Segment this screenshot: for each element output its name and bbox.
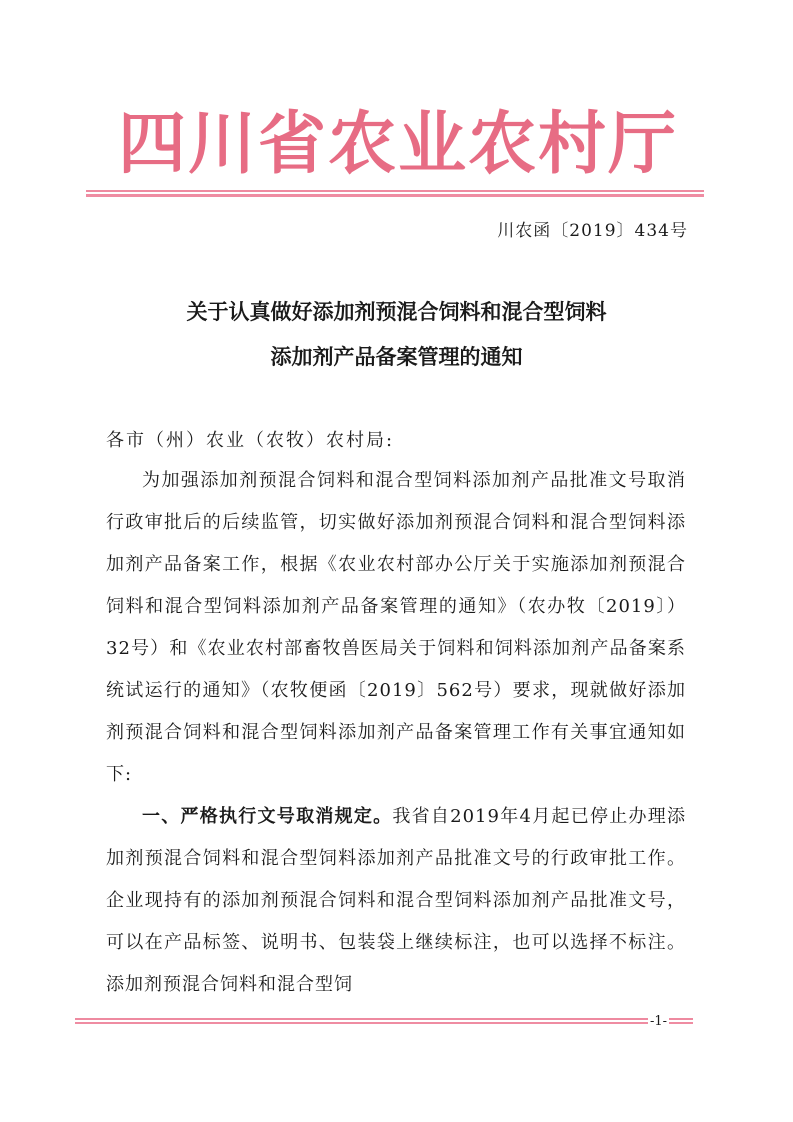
body-paragraph-1 xyxy=(106,460,686,796)
document-body xyxy=(106,460,686,1006)
paragraph-1-text: 为加强添加剂预混合饲料和混合型饲料添加剂产品批准文号取消行政审批后的后续监管，切实做好添加剂预混合饲料和混合型饲料添加剂产品备案工作，根据《农业农村部办公厅关于实施添加剂预混合饲料和混合型饲料添加剂产品备案管理的通知》（农办牧〔2019〕）32号）和《农业农村部畜牧兽医局关于饲料和饲料添加剂产品备案系统试运行的通知》（农牧便函〔2019〕562号）要求，现就做好添加剂预混合饲料和混合型饲料添加剂产品备案管理工作有关事宜通知如下: xyxy=(106,470,686,785)
document-title-line-1: 关于认真做好添加剂预混合饲料和混合型饲料 xyxy=(186,299,607,324)
section-1-heading: 一、严格执行文号取消规定。 xyxy=(142,806,393,827)
paragraph-2-text: 我省自2019年4月起已停止办理添加剂预混合饲料和混合型饲料添加剂产品批准文号的行政审批工作。企业现持有的添加剂预混合饲料和混合型饲料添加剂产品批准文号，可以在产品标签、说明书、包装袋上继续标注，也可以选择不标注。添加剂预混合饲料和混合型饲 xyxy=(106,806,687,995)
header-rule xyxy=(86,190,704,197)
issuer-masthead: 四川省农业农村厅 xyxy=(118,105,679,184)
page-number: -1- xyxy=(650,1014,668,1029)
document-title-line-2: 添加剂产品备案管理的通知 xyxy=(270,344,523,369)
footer-rule xyxy=(75,1018,693,1024)
document-number: 川农函〔2019〕434号 xyxy=(497,221,688,241)
body-paragraph-2 xyxy=(106,796,686,1006)
salutation: 各市（州）农业（农牧）农村局: xyxy=(106,430,395,451)
